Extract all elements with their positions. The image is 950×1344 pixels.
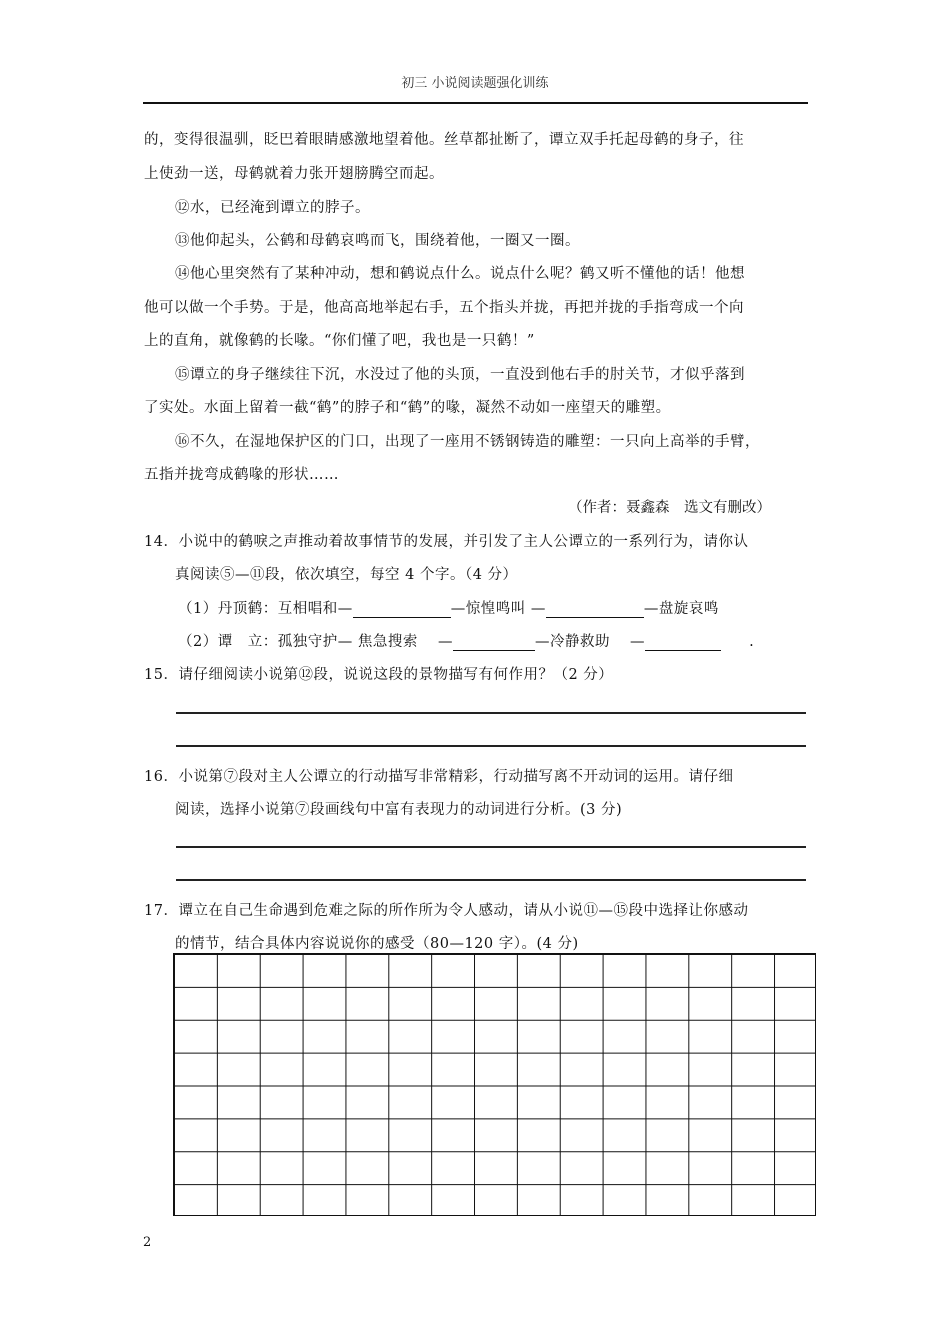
question-17: 17．谭立在自己生命遇到危难之际的所作所为令人感动，请从小说⑪—⑮段中选择让你感动: [144, 903, 749, 919]
q14-r2-text: .: [749, 634, 755, 650]
q14-r2-text: （2）谭 立：孤独守护— 焦急搜索 —: [178, 634, 453, 650]
passage-line: ⑫水，已经淹到谭立的脖子。: [175, 200, 370, 216]
page-number: 2: [143, 1235, 152, 1250]
question-17-cont: 的情节，结合具体内容说说你的感受（80—120 字）。(4 分): [175, 936, 579, 952]
question-14-cont: 真阅读⑤—⑪段，依次填空，每空 4 个字。（4 分）: [175, 567, 518, 583]
passage-line: 上的直角，就像鹤的长喙。“你们懂了吧，我也是一只鹤！”: [144, 333, 535, 349]
answer-blank[interactable]: [546, 603, 644, 618]
writing-grid[interactable]: [173, 953, 816, 1216]
page-header: 初三 小说阅读题强化训练: [401, 76, 549, 91]
passage-line: ⑮谭立的身子继续往下沉，水没过了他的头顶，一直没到他右手的肘关节，才似乎落到: [175, 367, 745, 383]
answer-blank[interactable]: [453, 636, 535, 651]
passage-line: ⑭他心里突然有了某种冲动，想和鹤说点什么。说点什么呢？鹤又听不懂他的话！他想: [175, 266, 745, 282]
passage-line: 上使劲一送，母鹤就着力张开翅膀腾空而起。: [144, 166, 444, 182]
question-16-cont: 阅读，选择小说第⑦段画线句中富有表现力的动词进行分析。(3 分): [175, 802, 623, 818]
q14-row-1: [178, 597, 719, 618]
answer-line[interactable]: [176, 846, 806, 848]
passage-line: ⑬他仰起头，公鹤和母鹤哀鸣而飞，围绕着他，一圈又一圈。: [175, 233, 580, 249]
q14-r1-text: （1）丹顶鹤：互相唱和—: [178, 601, 353, 617]
attribution: （作者：聂鑫森 选文有删改）: [568, 500, 771, 516]
answer-line[interactable]: [176, 712, 806, 714]
passage-line: ⑯不久，在湿地保护区的门口，出现了一座用不锈钢铸造的雕塑：一只向上高举的手臂，: [175, 434, 760, 450]
question-16: 16．小说第⑦段对主人公谭立的行动描写非常精彩，行动描写离不开动词的运用。请仔细: [144, 769, 734, 785]
passage-line: 的，变得很温驯，眨巴着眼睛感激地望着他。丝草都扯断了，谭立双手托起母鹤的身子，往: [144, 132, 744, 148]
q14-r2-text: —冷静救助 —: [534, 634, 646, 650]
question-14: 14．小说中的鹤唳之声推动着故事情节的发展，并引发了主人公谭立的一系列行为，请你认: [144, 534, 749, 550]
q14-r1-text: —盘旋哀鸣: [643, 601, 719, 617]
answer-line[interactable]: [176, 879, 806, 881]
q14-row-2: [178, 630, 754, 651]
answer-blank[interactable]: [353, 603, 451, 618]
passage-line: 了实处。水面上留着一截“鹤”的脖子和“鹤”的喙，凝然不动如一座望天的雕塑。: [144, 400, 671, 416]
header-rule: [143, 102, 808, 104]
passage-line: 五指并拢弯成鹤喙的形状……: [144, 467, 339, 483]
answer-blank[interactable]: [645, 636, 721, 651]
q14-r1-text: —惊惶鸣叫 —: [450, 601, 546, 617]
passage-line: 他可以做一个手势。于是，他高高地举起右手，五个指头并拢，再把并拢的手指弯成一个向: [144, 300, 744, 316]
question-15: 15．请仔细阅读小说第⑫段，说说这段的景物描写有何作用？（2 分）: [144, 667, 614, 683]
answer-line[interactable]: [176, 745, 806, 747]
